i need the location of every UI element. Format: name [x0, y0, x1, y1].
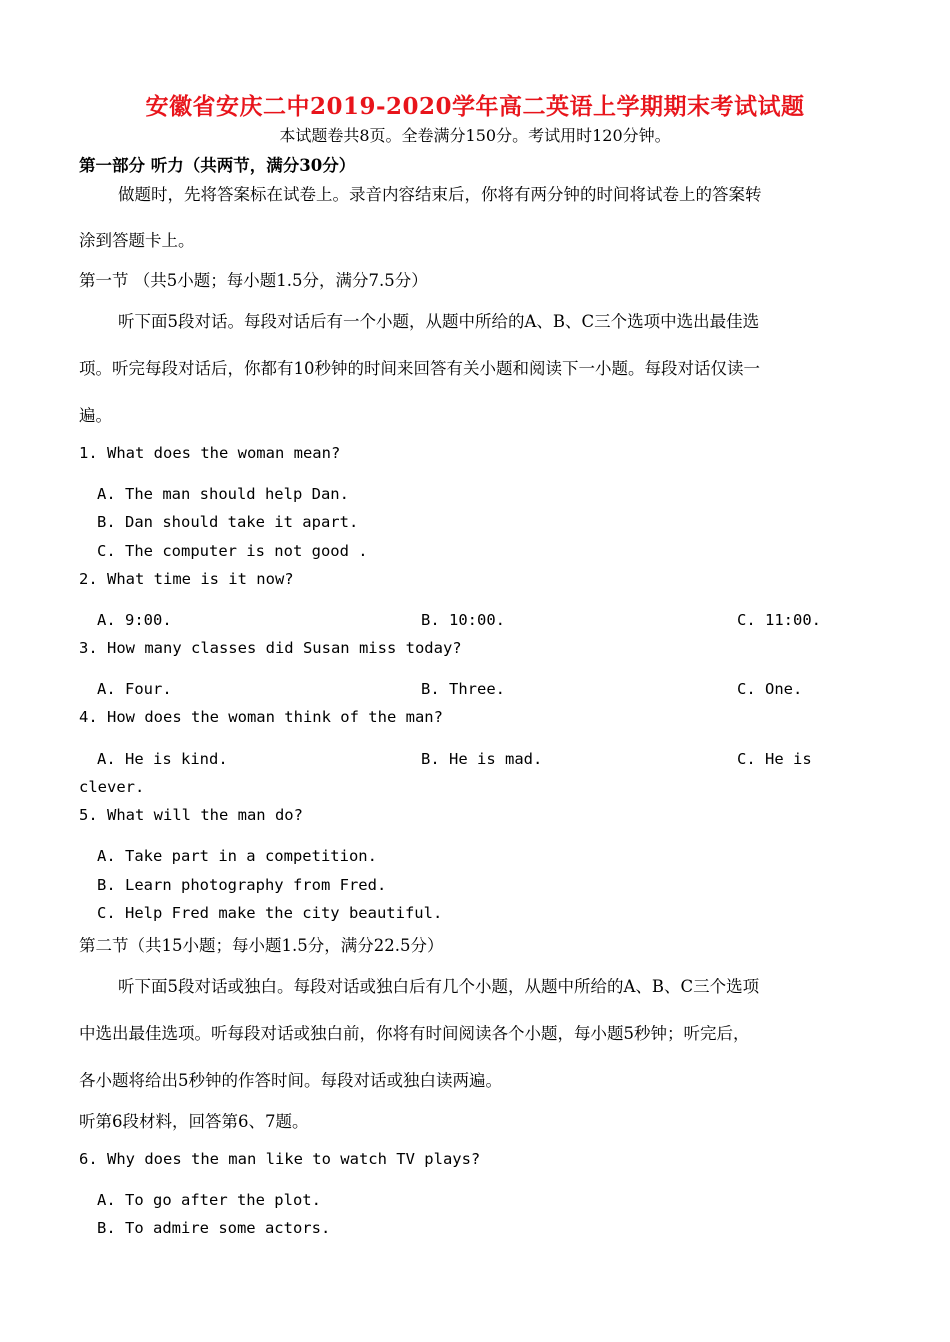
- part1-instruction-line2: 涂到答题卡上。: [79, 231, 195, 250]
- question-6-option-b: B. To admire some actors.: [97, 1219, 331, 1237]
- part1-heading: 第一部分 听力（共两节，满分30分）: [79, 156, 356, 175]
- question-2-option-b: B. 10:00.: [421, 611, 505, 629]
- question-5-option-a: A. Take part in a competition.: [97, 847, 377, 865]
- question-4-option-c-continued: clever.: [79, 778, 145, 796]
- question-1-option-a: A. The man should help Dan.: [97, 485, 349, 503]
- question-5-option-b: B. Learn photography from Fred.: [97, 876, 387, 894]
- question-1-stem: 1. What does the woman mean?: [79, 444, 341, 462]
- question-3-option-a: A. Four.: [97, 680, 172, 698]
- section2-heading: 第二节（共15小题；每小题1.5分，满分22.5分）: [79, 936, 444, 955]
- section1-instruction-line3: 遍。: [79, 406, 112, 425]
- question-2-stem: 2. What time is it now?: [79, 570, 294, 588]
- question-1-option-b: B. Dan should take it apart.: [97, 513, 359, 531]
- question-4-stem: 4. How does the woman think of the man?: [79, 708, 443, 726]
- question-1-option-c: C. The computer is not good .: [97, 542, 368, 560]
- material-6-instruction: 听第6段材料，回答第6、7题。: [79, 1112, 309, 1131]
- exam-title: 安徽省安庆二中2019-2020学年高二英语上学期期末考试试题: [145, 93, 805, 120]
- section1-instruction-line2: 项。听完每段对话后，你都有10秒钟的时间来回答有关小题和阅读下一小题。每段对话仅读一: [79, 359, 760, 378]
- question-4-option-a: A. He is kind.: [97, 750, 228, 768]
- question-5-stem: 5. What will the man do?: [79, 806, 303, 824]
- question-6-stem: 6. Why does the man like to watch TV plays?: [79, 1150, 481, 1168]
- question-4-option-b: B. He is mad.: [421, 750, 543, 768]
- section2-instruction-line3: 各小题将给出5秒钟的作答时间。每段对话或独白读两遍。: [79, 1071, 502, 1090]
- section1-heading: 第一节 （共5小题；每小题1.5分，满分7.5分）: [79, 271, 428, 290]
- question-2-option-a: A. 9:00.: [97, 611, 172, 629]
- question-2-option-c: C. 11:00.: [737, 611, 821, 629]
- question-4-option-c: C. He is: [737, 750, 812, 768]
- question-3-option-b: B. Three.: [421, 680, 505, 698]
- part1-instruction-line1: 做题时，先将答案标在试卷上。录音内容结束后，你将有两分钟的时间将试卷上的答案转: [118, 185, 762, 204]
- exam-subtitle: 本试题卷共8页。全卷满分150分。考试用时120分钟。: [279, 126, 671, 145]
- question-6-option-a: A. To go after the plot.: [97, 1191, 321, 1209]
- question-3-option-c: C. One.: [737, 680, 803, 698]
- question-5-option-c: C. Help Fred make the city beautiful.: [97, 904, 443, 922]
- section2-instruction-line1: 听下面5段对话或独白。每段对话或独白后有几个小题，从题中所给的A、B、C三个选项: [118, 977, 760, 996]
- section2-instruction-line2: 中选出最佳选项。听每段对话或独白前，你将有时间阅读各个小题，每小题5秒钟；听完后，: [79, 1024, 750, 1043]
- question-3-stem: 3. How many classes did Susan miss today?: [79, 639, 462, 657]
- section1-instruction-line1: 听下面5段对话。每段对话后有一个小题，从题中所给的A、B、C三个选项中选出最佳选: [118, 312, 760, 331]
